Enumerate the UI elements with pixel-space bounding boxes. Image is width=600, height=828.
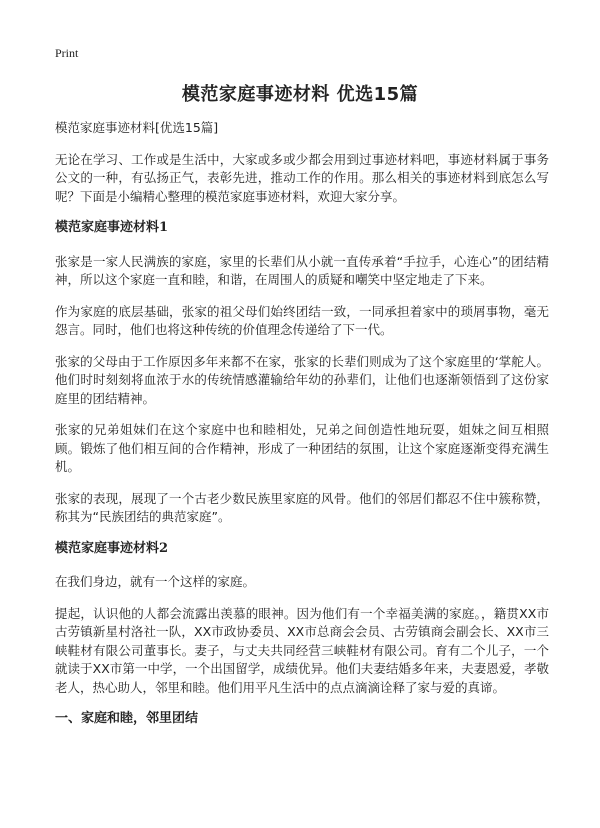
paragraph: 张家的兄弟姐妹们在这个家庭中也和睦相处，兄弟之间创造性地玩耍，姐妹之间互相照顾。锻炼了他们相互间的合作精神，形成了一种团结的氛围，让这个家庭逐渐变得充满生机。: [55, 422, 549, 474]
paragraph: 提起，认识他的人都会流露出羡慕的眼神。因为他们有一个幸福美满的家庭。，籍贯XX市古劳镇新星村洛社一队，XX市政协委员、XX市总商会会员、古劳镇商会副会长、XX市三峡鞋材有限公司董事长。妻子，与丈夫共同经营三峡鞋材有限公司。育有二个儿子，一个就读于XX市第一中学，一个出国留学，成绩优异。他们夫妻结婚多年来，夫妻恩爱，孝敬老人，热心助人，邻里和睦。他们用平凡生活中的点点滴滴诠释了家与爱的真谛。: [55, 605, 549, 695]
document-title: 模范家庭事迹材料 优选15篇: [181, 84, 419, 105]
paragraph: 张家是一家人民满族的家庭，家里的长辈们从小就一直传承着“手拉手，心连心”的团结精神，所以这个家庭一直和睦，和谐，在周围人的质疑和嘲笑中坚定地走了下来。: [55, 253, 549, 287]
paragraph: 张家的表现，展现了一个古老少数民族里家庭的风骨。他们的邻居们都忍不住中簇称赞，称其为“民族团结的典范家庭”。: [55, 490, 549, 524]
paragraph: 张家的父母由于工作原因多年来都不在家，张家的长辈们则成为了这个家庭里的‘掌舵人。他们时时刻刻将血浓于水的传统情感灌输给年幼的孙辈们，让他们也逐渐领悟到了这份家庭里的团结精神。: [55, 353, 549, 406]
intro-paragraph: 无论在学习、工作或是生活中，大家或多或少都会用到过事迹材料吧，事迹材料属于事务公文的一种，有弘扬正气，表彰先进，推动工作的作用。那么相关的事迹材料到底怎么写呢？下面是小编精心整理的模范家庭事迹材料，欢迎大家分享。: [55, 151, 549, 204]
print-link[interactable]: Print: [55, 46, 79, 60]
document-subtitle: 模范家庭事迹材料[优选15篇]: [55, 120, 219, 135]
paragraph: 在我们身边，就有一个这样的家庭。: [55, 574, 256, 589]
document-body: [55, 119, 549, 744]
paragraph: 作为家庭的底层基础，张家的祖父母们始终团结一致，一同承担着家中的琐屑事物，毫无怨言。同时，他们也将这种传统的价值理念传递给了下一代。: [55, 303, 549, 337]
section-heading: 一、家庭和睦，邻里团结: [55, 711, 199, 726]
section-heading: 模范家庭事迹材料1: [55, 220, 169, 235]
section-heading: 模范家庭事迹材料2: [55, 540, 169, 556]
